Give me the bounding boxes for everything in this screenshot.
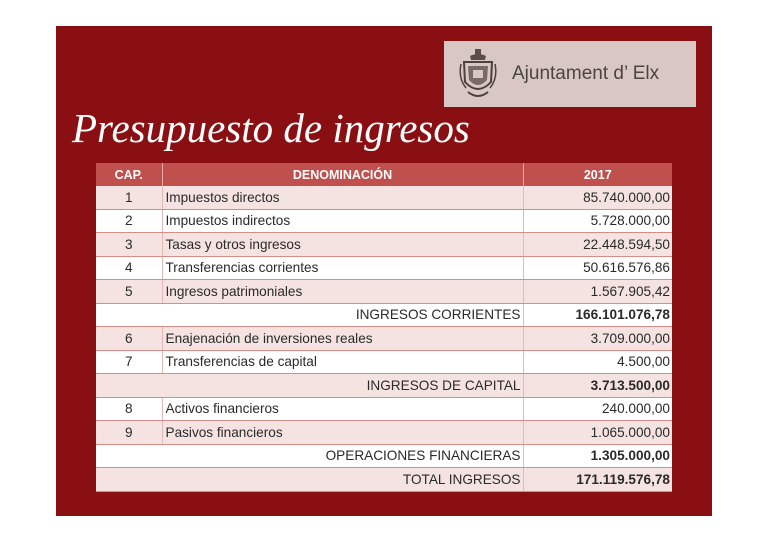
cap-cell: 4 [96, 256, 162, 280]
cap-cell: 6 [96, 327, 162, 351]
header-cap: CAP. [96, 163, 162, 186]
amount-cell: 5.728.000,00 [523, 209, 672, 233]
subtotal-label: OPERACIONES FINANCIERAS [96, 444, 523, 468]
table-row [96, 397, 672, 421]
logo-text: Ajuntament d’ Elx [512, 63, 660, 84]
amount-cell: 50.616.576,86 [523, 256, 672, 280]
cap-cell: 9 [96, 421, 162, 445]
subtotal-row [96, 374, 672, 398]
cap-cell: 1 [96, 186, 162, 209]
denominacion-cell: Transferencias de capital [162, 350, 523, 374]
table-row [96, 256, 672, 280]
denominacion-cell: Enajenación de inversiones reales [162, 327, 523, 351]
header-year: 2017 [523, 163, 672, 186]
table-row [96, 350, 672, 374]
amount-cell: 22.448.594,50 [523, 233, 672, 257]
header-denominacion: DENOMINACIÓN [162, 163, 523, 186]
subtotal-amount: 1.305.000,00 [523, 444, 672, 468]
denominacion-cell: Impuestos indirectos [162, 209, 523, 233]
subtotal-amount: 3.713.500,00 [523, 374, 672, 398]
denominacion-cell: Impuestos directos [162, 186, 523, 209]
table-row [96, 421, 672, 445]
denominacion-cell: Pasivos financieros [162, 421, 523, 445]
cap-cell: 3 [96, 233, 162, 257]
subtotal-row [96, 468, 672, 492]
subtotal-row [96, 444, 672, 468]
table-row [96, 280, 672, 304]
subtotal-row [96, 303, 672, 327]
amount-cell: 85.740.000,00 [523, 186, 672, 209]
cap-cell: 7 [96, 350, 162, 374]
denominacion-cell: Transferencias corrientes [162, 256, 523, 280]
subtotal-amount: 166.101.076,78 [523, 303, 672, 327]
subtotal-amount: 171.119.576,78 [523, 468, 672, 492]
table-row [96, 186, 672, 209]
denominacion-cell: Tasas y otros ingresos [162, 233, 523, 257]
denominacion-cell: Activos financieros [162, 397, 523, 421]
amount-cell: 3.709.000,00 [523, 327, 672, 351]
slide [56, 26, 712, 516]
cap-cell: 2 [96, 209, 162, 233]
budget-table [96, 163, 672, 492]
logo-banner [444, 41, 696, 107]
amount-cell: 240.000,00 [523, 397, 672, 421]
cap-cell: 8 [96, 397, 162, 421]
table-row [96, 209, 672, 233]
table-row [96, 233, 672, 257]
coat-of-arms-icon [458, 48, 498, 100]
cap-cell: 5 [96, 280, 162, 304]
subtotal-label: TOTAL INGRESOS [96, 468, 523, 492]
amount-cell: 4.500,00 [523, 350, 672, 374]
denominacion-cell: Ingresos patrimoniales [162, 280, 523, 304]
table-row [96, 327, 672, 351]
subtotal-label: INGRESOS DE CAPITAL [96, 374, 523, 398]
amount-cell: 1.567.905,42 [523, 280, 672, 304]
amount-cell: 1.065.000,00 [523, 421, 672, 445]
page-title: Presupuesto de ingresos [72, 105, 470, 151]
table-header-row [96, 163, 672, 186]
subtotal-label: INGRESOS CORRIENTES [96, 303, 523, 327]
